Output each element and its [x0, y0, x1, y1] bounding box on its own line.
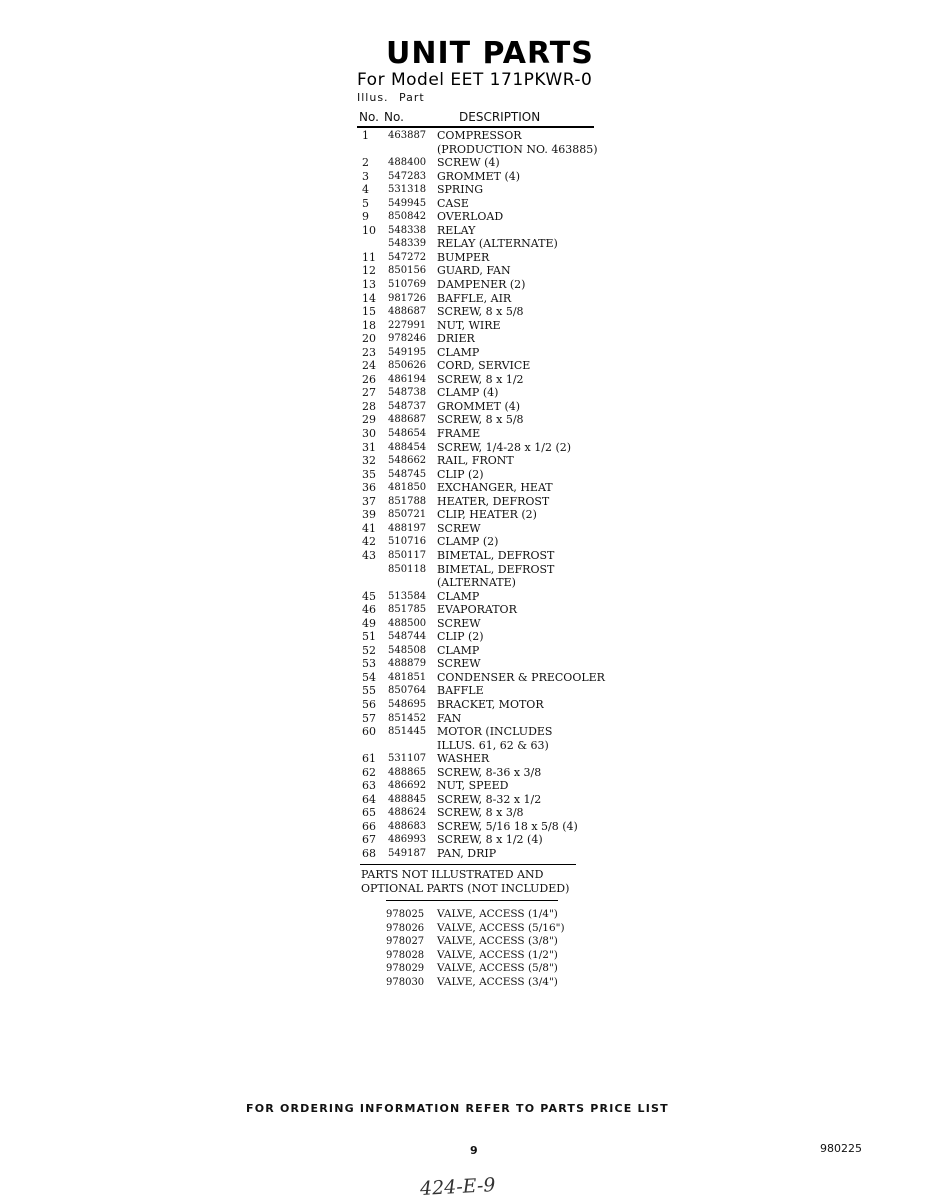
optional-row: [357, 976, 597, 990]
optional-row: [357, 908, 597, 922]
description-cell: SCREW, 8 x 1/2 (4): [437, 833, 543, 847]
part-no-cell: 549187: [388, 847, 427, 859]
table-row: [357, 468, 607, 482]
part-no-cell: 488197: [388, 522, 427, 534]
part-no-cell: 850721: [388, 509, 427, 521]
illus-no-cell: 1: [362, 129, 369, 142]
part-no-cell: 850156: [388, 265, 427, 277]
illus-no-cell: 66: [362, 819, 376, 833]
illus-no-cell: 51: [362, 630, 376, 644]
illus-no-cell: 10: [362, 223, 376, 237]
illus-no-cell: 35: [362, 467, 376, 481]
part-no-cell: 851788: [388, 495, 427, 507]
description-cell: EVAPORATOR: [437, 603, 517, 617]
description-cell: VALVE, ACCESS (5/8"): [437, 962, 558, 975]
description-cell: CONDENSER & PRECOOLER: [437, 670, 605, 684]
description-cell: BAFFLE, AIR: [437, 291, 512, 305]
part-no-cell: 531107: [388, 753, 427, 765]
page-number: 9: [470, 1144, 478, 1157]
illus-no-cell: 9: [362, 210, 369, 224]
table-row: [357, 319, 607, 333]
part-no-cell: 547272: [388, 251, 427, 263]
table-row: [357, 237, 607, 251]
description-cell: (ALTERNATE): [437, 576, 516, 590]
illus-no-cell: 15: [362, 305, 376, 319]
table-row: [357, 454, 607, 468]
part-no-cell: 548745: [388, 468, 427, 480]
description-cell: SCREW, 8-36 x 3/8: [437, 765, 542, 779]
illus-no-cell: 30: [362, 427, 376, 441]
table-row: [357, 495, 607, 509]
illus-no-cell: 27: [362, 386, 376, 400]
table-row: [357, 535, 607, 549]
optional-row: [357, 949, 597, 963]
table-row: [357, 264, 607, 278]
illus-no-cell: 46: [362, 603, 376, 617]
table-row: [357, 576, 607, 590]
description-cell: NUT, WIRE: [437, 318, 501, 332]
part-no-cell: 510769: [388, 279, 427, 291]
part-no-cell: 227991: [388, 319, 427, 331]
description-cell: BRACKET, MOTOR: [437, 697, 544, 711]
part-no-cell: 488400: [388, 157, 427, 169]
illus-no-cell: 28: [362, 399, 376, 413]
table-row: [357, 712, 607, 726]
table-row: [357, 386, 607, 400]
part-no-cell: 978025: [386, 909, 425, 920]
description-header: DESCRIPTION: [459, 110, 541, 124]
table-row: [357, 413, 607, 427]
part-no-cell: 978030: [386, 976, 425, 988]
description-cell: FAN: [437, 711, 462, 725]
illus-no-cell: 2: [362, 156, 369, 170]
illus-no-cell: 52: [362, 643, 376, 657]
part-no-cell: 488845: [388, 793, 427, 805]
part-no-cell: 850842: [388, 211, 427, 223]
description-cell: BAFFLE: [437, 684, 484, 698]
description-cell: CLIP, HEATER (2): [437, 508, 537, 522]
optional-row: [357, 962, 597, 976]
table-row: [357, 441, 607, 455]
model-subtitle: For Model EET 171PKWR-0: [357, 70, 593, 90]
table-row: [357, 156, 607, 170]
part-no-cell: 547283: [388, 170, 427, 182]
part-no-cell: 488687: [388, 306, 427, 318]
description-cell: CLAMP: [437, 345, 480, 359]
part-no-cell: 463887: [388, 130, 427, 141]
part-no-cell: 548654: [388, 428, 427, 440]
description-cell: SCREW, 1/4-28 x 1/2 (2): [437, 440, 572, 454]
part-no-cell: 510716: [388, 536, 427, 548]
part-no-cell: 850764: [388, 685, 427, 697]
table-row: [357, 617, 607, 631]
part-no-header: No.: [384, 110, 404, 124]
description-cell: WASHER: [437, 752, 490, 766]
description-cell: EXCHANGER, HEAT: [437, 481, 553, 495]
optional-rule: [386, 900, 558, 901]
description-cell: CLAMP: [437, 589, 480, 603]
description-cell: SCREW, 8 x 5/8: [437, 305, 524, 319]
table-row: [357, 806, 607, 820]
part-no-cell: 548744: [388, 631, 427, 643]
table-row: [357, 847, 607, 861]
table-row: [357, 292, 607, 306]
table-row: [357, 170, 607, 184]
part-no-cell: 851452: [388, 712, 427, 724]
table-row: [357, 481, 607, 495]
part-no-cell: 548738: [388, 387, 427, 399]
part-no-cell: 513584: [388, 590, 427, 602]
illus-no-cell: 54: [362, 670, 376, 684]
table-row: [357, 427, 607, 441]
description-cell: SPRING: [437, 183, 483, 197]
part-no-cell: 978029: [386, 963, 425, 975]
description-cell: CLAMP: [437, 643, 480, 657]
optional-row: [357, 935, 597, 949]
illus-no-cell: 67: [362, 833, 376, 847]
table-row: [357, 684, 607, 698]
description-cell: SCREW (4): [437, 156, 500, 170]
part-no-cell: 548662: [388, 455, 427, 467]
part-no-cell: 486993: [388, 834, 427, 846]
table-row: [357, 522, 607, 536]
illus-no-cell: 14: [362, 291, 376, 305]
description-cell: SCREW, 8 x 1/2: [437, 372, 524, 386]
table-row: [357, 779, 607, 793]
part-no-cell: 531318: [388, 184, 427, 196]
not-included-line-2: OPTIONAL PARTS (NOT INCLUDED): [361, 882, 570, 895]
illus-no-cell: 39: [362, 508, 376, 522]
table-row: [357, 590, 607, 604]
description-cell: DAMPENER (2): [437, 278, 526, 292]
part-no-cell: 978028: [386, 949, 425, 961]
description-cell: VALVE, ACCESS (1/4"): [437, 908, 558, 920]
part-no-cell: 486194: [388, 373, 427, 385]
description-cell: ILLUS. 61, 62 & 63): [437, 738, 549, 752]
table-row: [357, 630, 607, 644]
part-no-cell: 850118: [388, 563, 427, 575]
table-row: [357, 820, 607, 834]
part-no-cell: 548338: [388, 224, 427, 236]
description-cell: CLIP (2): [437, 630, 484, 644]
description-cell: PAN, DRIP: [437, 846, 497, 860]
part-no-cell: 549195: [388, 346, 427, 358]
table-row: [357, 129, 607, 143]
part-no-cell: 981726: [388, 292, 427, 304]
description-cell: SCREW: [437, 657, 481, 671]
description-cell: SCREW, 8 x 3/8: [437, 806, 524, 820]
part-no-cell: 481850: [388, 482, 427, 494]
part-no-cell: 488683: [388, 820, 427, 832]
part-no-cell: 548737: [388, 400, 427, 412]
table-row: [357, 603, 607, 617]
description-cell: CORD, SERVICE: [437, 359, 531, 373]
description-cell: SCREW, 8-32 x 1/2: [437, 792, 542, 806]
optional-row: [357, 922, 597, 936]
illus-no-cell: 56: [362, 697, 376, 711]
illus-no-cell: 29: [362, 413, 376, 427]
illus-no-cell: 32: [362, 454, 376, 468]
illus-no-cell: 53: [362, 657, 376, 671]
part-no-cell: 488865: [388, 766, 427, 778]
part-no-cell: 978246: [388, 333, 427, 345]
illus-no-cell: 36: [362, 481, 376, 495]
part-header-top: Part: [399, 91, 425, 104]
illus-no-cell: 45: [362, 589, 376, 603]
part-no-cell: 549945: [388, 197, 427, 209]
illus-no-cell: 41: [362, 521, 376, 535]
illus-no-cell: 49: [362, 616, 376, 630]
optional-parts-list: [357, 908, 597, 989]
part-no-cell: 488879: [388, 658, 427, 670]
illus-no-cell: 3: [362, 169, 369, 183]
illus-no-cell: 13: [362, 278, 376, 292]
table-row: [357, 305, 607, 319]
table-row: [357, 400, 607, 414]
description-cell: RELAY (ALTERNATE): [437, 237, 558, 251]
description-cell: RAIL, FRONT: [437, 454, 514, 468]
part-no-cell: 978027: [386, 936, 425, 948]
part-no-cell: 850117: [388, 549, 427, 561]
description-cell: CLAMP (4): [437, 386, 499, 400]
description-cell: SCREW: [437, 521, 481, 535]
table-row: [357, 224, 607, 238]
table-row: [357, 644, 607, 658]
illus-no-cell: 5: [362, 196, 369, 210]
table-row: [357, 563, 607, 577]
illus-no-cell: 37: [362, 494, 376, 508]
illus-no-cell: 18: [362, 318, 376, 332]
illus-no-cell: 20: [362, 332, 376, 346]
description-cell: GROMMET (4): [437, 399, 521, 413]
part-no-cell: 851785: [388, 604, 427, 616]
illus-no-cell: 43: [362, 548, 376, 562]
table-row: [357, 657, 607, 671]
part-no-cell: 488500: [388, 617, 427, 629]
part-no-cell: 481851: [388, 671, 427, 683]
table-row: [357, 549, 607, 563]
part-no-cell: 488624: [388, 807, 427, 819]
table-row: [357, 752, 607, 766]
parts-list: [357, 129, 607, 861]
description-cell: DRIER: [437, 332, 475, 346]
illus-no-cell: 26: [362, 372, 376, 386]
description-cell: SCREW, 5/16 18 x 5/8 (4): [437, 819, 578, 833]
part-no-cell: 488687: [388, 414, 427, 426]
table-row: [357, 210, 607, 224]
table-row: [357, 197, 607, 211]
table-row: [357, 251, 607, 265]
part-no-cell: 486692: [388, 780, 427, 792]
description-cell: SCREW, 8 x 5/8: [437, 413, 524, 427]
table-row: [357, 359, 607, 373]
part-no-cell: 548695: [388, 698, 427, 710]
description-cell: MOTOR (INCLUDES: [437, 725, 553, 739]
table-row: [357, 739, 607, 753]
illus-no-cell: 12: [362, 264, 376, 278]
document-number: 980225: [820, 1142, 862, 1155]
description-cell: VALVE, ACCESS (1/2"): [437, 948, 558, 961]
table-row: [357, 183, 607, 197]
description-cell: GUARD, FAN: [437, 264, 511, 278]
description-cell: VALVE, ACCESS (3/8"): [437, 935, 558, 948]
illus-no-cell: 60: [362, 725, 376, 739]
illus-no-cell: 62: [362, 765, 376, 779]
illus-no-cell: 23: [362, 345, 376, 359]
table-row: [357, 332, 607, 346]
table-row: [357, 508, 607, 522]
part-no-cell: 851445: [388, 726, 427, 738]
description-cell: COMPRESSOR: [437, 129, 522, 142]
description-cell: FRAME: [437, 427, 481, 441]
section-rule: [360, 864, 576, 865]
table-row: [357, 671, 607, 685]
table-row: [357, 278, 607, 292]
not-included-line-1: PARTS NOT ILLUSTRATED AND: [361, 868, 544, 881]
handwritten-note: 424-E-9: [419, 1174, 496, 1200]
illus-no-cell: 61: [362, 752, 376, 766]
part-no-cell: 548508: [388, 644, 427, 656]
table-row: [357, 143, 607, 157]
description-cell: CLAMP (2): [437, 535, 499, 549]
illus-no-cell: 63: [362, 779, 376, 793]
table-row: [357, 793, 607, 807]
description-cell: HEATER, DEFROST: [437, 494, 550, 508]
illus-no-cell: 64: [362, 792, 376, 806]
description-cell: NUT, SPEED: [437, 779, 509, 793]
table-row: [357, 833, 607, 847]
table-row: [357, 725, 607, 739]
table-row: [357, 766, 607, 780]
description-cell: CASE: [437, 196, 469, 210]
illus-header-top: Illus.: [357, 91, 389, 104]
header-rule: [357, 126, 594, 128]
description-cell: VALVE, ACCESS (3/4"): [437, 975, 558, 988]
description-cell: CLIP (2): [437, 467, 484, 481]
part-no-cell: 548339: [388, 238, 427, 250]
illus-no-cell: 65: [362, 806, 376, 820]
illus-no-cell: 42: [362, 535, 376, 549]
table-row: [357, 373, 607, 387]
illus-no-cell: 4: [362, 183, 369, 197]
part-no-cell: 488454: [388, 441, 427, 453]
illus-no-cell: 57: [362, 711, 376, 725]
description-cell: SCREW: [437, 616, 481, 630]
table-row: [357, 346, 607, 360]
table-row: [357, 698, 607, 712]
illus-no-cell: 11: [362, 250, 376, 264]
illus-no-cell: 68: [362, 846, 376, 860]
description-cell: RELAY: [437, 223, 476, 237]
page-title: UNIT PARTS: [386, 36, 594, 71]
description-cell: BIMETAL, DEFROST: [437, 548, 555, 562]
description-cell: VALVE, ACCESS (5/16"): [437, 921, 565, 934]
part-no-cell: 978026: [386, 922, 425, 934]
description-cell: BIMETAL, DEFROST: [437, 562, 555, 576]
illus-no-cell: 24: [362, 359, 376, 373]
description-cell: OVERLOAD: [437, 210, 504, 224]
part-no-cell: 850626: [388, 360, 427, 372]
description-cell: (PRODUCTION NO. 463885): [437, 142, 598, 156]
illus-no-header: No.: [359, 110, 379, 124]
illus-no-cell: 55: [362, 684, 376, 698]
not-included-note: [361, 868, 581, 896]
description-cell: BUMPER: [437, 250, 490, 264]
description-cell: GROMMET (4): [437, 169, 521, 183]
ordering-footer: FOR ORDERING INFORMATION REFER TO PARTS PRICE LIST: [246, 1102, 669, 1115]
illus-no-cell: 31: [362, 440, 376, 454]
